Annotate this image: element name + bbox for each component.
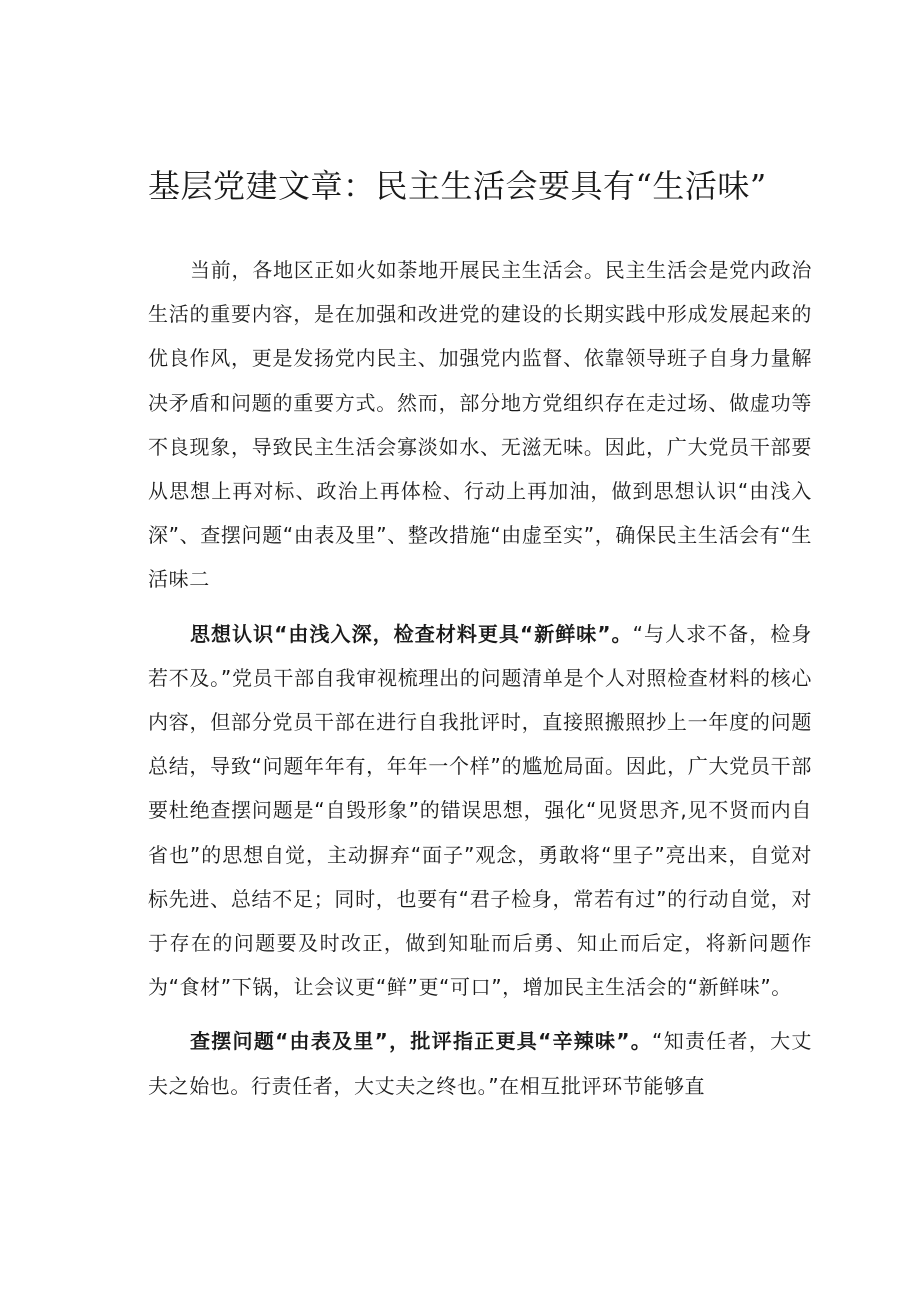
paragraph-lead: 查摆问题“由表及里”，批评指正更具“辛辣味”。: [190, 1029, 653, 1054]
paragraph-text: “知责任者，大丈夫之始也。行责任者，大丈夫之终也。”在相互批评环节能够直: [148, 1029, 812, 1098]
paragraph-lead: 思想认识“由浅入深，检查材料更具“新鲜味”。: [190, 621, 633, 646]
paragraph-thinking: [148, 612, 812, 1010]
paragraph-text: “与人求不备，检身若不及。”党员干部自我审视梳理出的问题清单是个人对照检查材料的核心内容，但部分党员干部在进行自我批评时，直接照搬照抄上一年度的问题总结，导致“问题年年有，年年一个样”的尴尬局面。因此，广大党员干部要杜绝查摆问题是“自毁形象”的错误思想，强化“见贤思齐,见不贤而内自省也”的思想自觉，主动摒弃“面子”观念，勇敢将“里子”亮出来，自觉对标先进、总结不足；同时，也要有“君子检身，常若有过”的行动自觉，对于存在的问题要及时改正，做到知耻而后勇、知止而后定，将新问题作为“食材”下锅，让会议更“鲜”更“可口”，增加民主生活会的“新鲜味”。: [148, 621, 812, 1000]
paragraph-intro: [148, 248, 812, 602]
paragraph-problems: [148, 1019, 812, 1107]
document-body: [148, 248, 812, 1118]
paragraph-text: 当前，各地区正如火如荼地开展民主生活会。民主生活会是党内政治生活的重要内容，是在加强和改进党的建设的长期实践中形成发展起来的优良作风，更是发扬党内民主、加强党内监督、依靠领导班子自身力量解决矛盾和问题的重要方式。然而，部分地方党组织存在走过场、做虚功等不良现象，导致民主生活会寡淡如水、无滋无味。因此，广大党员干部要从思想上再对标、政治上再体检、行动上再加油，做到思想认识“由浅入深”、查摆问题“由表及里”、整改措施“由虚至实”，确保民主生活会有“生活味二: [148, 258, 812, 592]
document-title: 基层党建文章：民主生活会要具有“生活味”: [148, 167, 767, 205]
